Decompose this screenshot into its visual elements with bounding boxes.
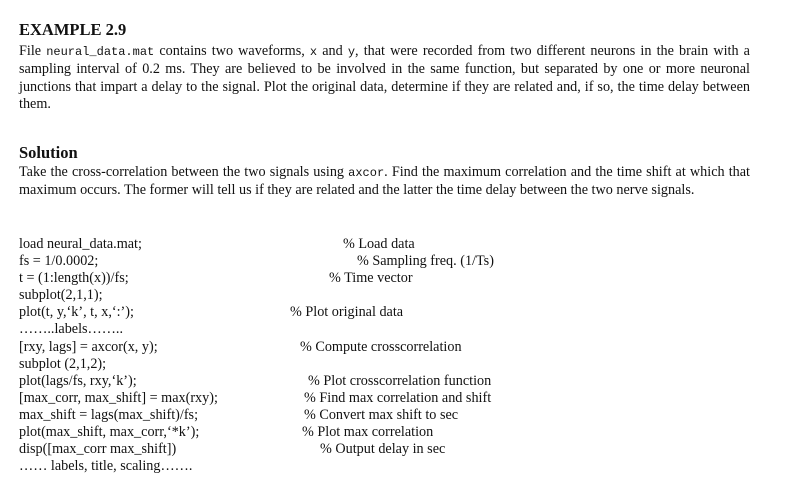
- solution-text-2: . Find the maximum correlation and the time shift at which that maximum occurs. The former will tell us if they are related and the latter the time delay between the two nerve signals.: [19, 164, 750, 199]
- code-line: fs = 1/0.0002;: [19, 253, 99, 269]
- example-text-1: File: [19, 43, 47, 59]
- example-text-3: and: [317, 43, 348, 59]
- code-line: max_shift = lags(max_shift)/fs;: [19, 407, 199, 423]
- code-comment: % Time vector: [329, 270, 413, 286]
- example-text-4: , that were recorded from two different neurons in the brain with a sampling interval of 0.2 ms. They are believed to be involved in the same function, but separated by one or more neuronal junctions that impart a delay to the signal. Plot the original data, determine if they are related and, if so, the time delay between them.: [19, 43, 750, 113]
- solution-paragraph: [19, 164, 750, 200]
- filename-code: neural_data.mat: [46, 45, 155, 59]
- code-line: [max_corr, max_shift] = max(rxy);: [19, 390, 218, 406]
- function-name-code: axcor: [348, 166, 385, 180]
- example-title: EXAMPLE 2.9: [19, 20, 127, 39]
- code-line: load neural_data.mat;: [19, 236, 142, 252]
- code-comment: % Load data: [343, 236, 415, 252]
- code-line: disp([max_corr max_shift]): [19, 441, 177, 457]
- variable-y-code: y: [347, 45, 356, 59]
- code-line: ……..labels……..: [19, 321, 124, 337]
- solution-text-1: Take the cross-correlation between the two signals using: [19, 164, 349, 180]
- code-line: subplot (2,1,2);: [19, 356, 107, 372]
- code-line: plot(lags/fs, rxy,‘k’);: [19, 373, 137, 389]
- code-comment: % Output delay in sec: [320, 441, 446, 457]
- code-line: [rxy, lags] = axcor(x, y);: [19, 339, 158, 355]
- code-comment: % Plot max correlation: [302, 424, 434, 440]
- variable-x-code: x: [309, 45, 318, 59]
- code-comment: % Plot crosscorrelation function: [308, 373, 492, 389]
- code-line: plot(t, y,‘k’, t, x,‘:’);: [19, 304, 134, 320]
- code-comment: % Find max correlation and shift: [304, 390, 492, 406]
- code-comment: % Convert max shift to sec: [304, 407, 459, 423]
- code-line: plot(max_shift, max_corr,‘*k’);: [19, 424, 200, 440]
- example-paragraph: [19, 43, 750, 114]
- code-line: …… labels, title, scaling…….: [19, 458, 193, 474]
- code-comment: % Compute crosscorrelation: [300, 339, 462, 355]
- code-line: subplot(2,1,1);: [19, 287, 103, 303]
- solution-title: Solution: [19, 143, 78, 162]
- code-comment: % Sampling freq. (1/Ts): [357, 253, 494, 269]
- code-comment: % Plot original data: [290, 304, 404, 320]
- example-text-2: contains two waveforms,: [154, 43, 310, 59]
- code-line: t = (1:length(x))/fs;: [19, 270, 129, 286]
